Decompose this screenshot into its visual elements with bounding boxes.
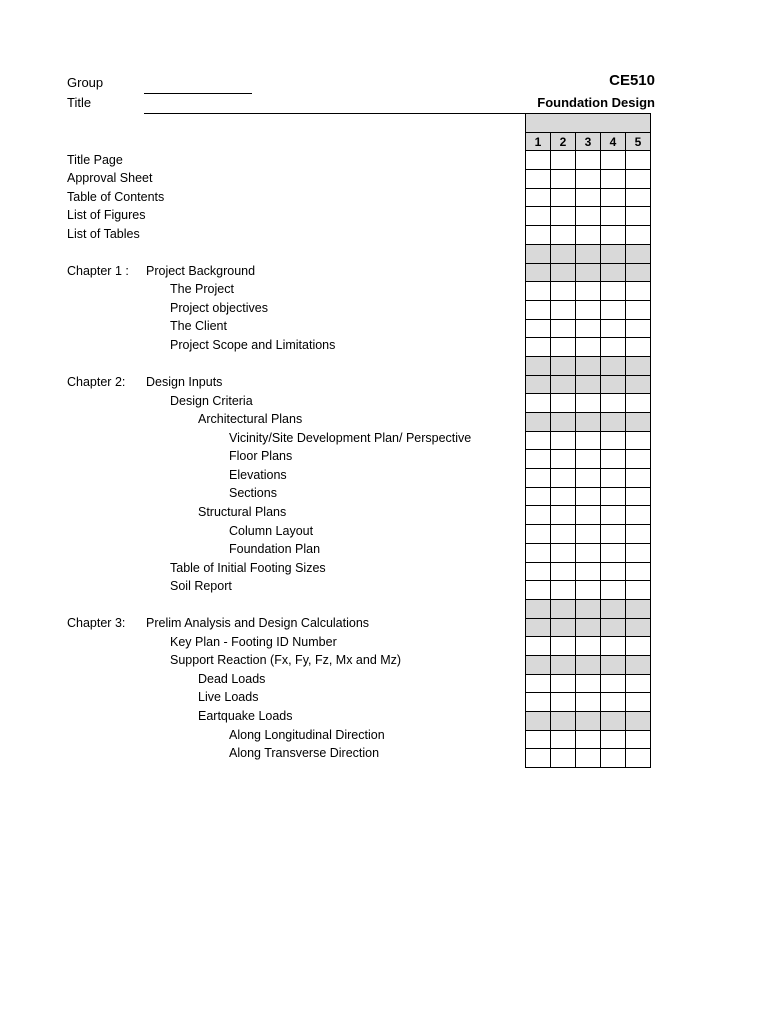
grid-check-cell[interactable]	[601, 562, 626, 581]
grid-check-cell[interactable]	[526, 356, 551, 375]
column-number: 2	[551, 132, 576, 151]
grid-check-cell[interactable]	[526, 487, 551, 506]
outline-item: The Project	[170, 282, 234, 297]
grid-check-cell[interactable]	[626, 207, 651, 226]
grid-check-cell[interactable]	[551, 338, 576, 357]
grid-check-cell[interactable]	[601, 300, 626, 319]
grid-check-cell[interactable]	[526, 712, 551, 731]
grid-check-cell[interactable]	[526, 431, 551, 450]
grid-check-cell[interactable]	[626, 674, 651, 693]
grid-check-cell[interactable]	[626, 263, 651, 282]
grid-check-cell[interactable]	[626, 562, 651, 581]
checklist-grid	[525, 113, 651, 768]
group-label: Group	[67, 75, 104, 90]
outline-item: Dead Loads	[198, 671, 266, 686]
grid-check-cell[interactable]	[626, 599, 651, 618]
grid-check-cell[interactable]	[526, 226, 551, 245]
grid-check-cell[interactable]	[526, 506, 551, 525]
grid-check-cell[interactable]	[601, 506, 626, 525]
grid-check-cell[interactable]	[601, 356, 626, 375]
grid-check-cell[interactable]	[626, 525, 651, 544]
grid-check-cell[interactable]	[601, 170, 626, 189]
grid-check-cell[interactable]	[526, 674, 551, 693]
grid-row	[526, 188, 651, 207]
grid-check-cell[interactable]	[551, 431, 576, 450]
grid-check-cell[interactable]	[601, 525, 626, 544]
grid-row	[526, 599, 651, 618]
grid-row	[526, 562, 651, 581]
grid-check-cell[interactable]	[626, 226, 651, 245]
grid-check-cell[interactable]	[576, 300, 601, 319]
grid-row	[526, 282, 651, 301]
chapter-title: Prelim Analysis and Design Calculations	[146, 616, 370, 631]
chapter-label: Chapter 3:	[67, 616, 126, 631]
outline-item: Key Plan - Footing ID Number	[170, 634, 337, 649]
grid-check-cell[interactable]	[626, 450, 651, 469]
grid-check-cell[interactable]	[601, 282, 626, 301]
grid-check-cell[interactable]	[626, 151, 651, 170]
grid-row	[526, 394, 651, 413]
grid-check-cell[interactable]	[551, 244, 576, 263]
grid-check-cell[interactable]	[551, 413, 576, 432]
outline-item: Eartquake Loads	[198, 709, 293, 723]
grid-check-cell[interactable]	[576, 637, 601, 656]
grid-check-cell[interactable]	[576, 170, 601, 189]
grid-check-cell[interactable]	[601, 730, 626, 749]
grid-check-cell[interactable]	[551, 188, 576, 207]
grid-check-cell[interactable]	[626, 170, 651, 189]
grid-check-cell[interactable]	[576, 487, 601, 506]
grid-check-cell[interactable]	[601, 674, 626, 693]
grid-check-cell[interactable]	[551, 487, 576, 506]
grid-check-cell[interactable]	[526, 170, 551, 189]
grid-row	[526, 637, 651, 656]
grid-row	[526, 356, 651, 375]
grid-row	[526, 674, 651, 693]
grid-check-cell[interactable]	[626, 749, 651, 768]
grid-check-cell[interactable]	[551, 730, 576, 749]
grid-row	[526, 170, 651, 189]
grid-row	[526, 151, 651, 170]
grid-check-cell[interactable]	[576, 693, 601, 712]
grid-check-cell[interactable]	[601, 338, 626, 357]
grid-header-band	[526, 114, 651, 133]
grid-row	[526, 506, 651, 525]
grid-check-cell[interactable]	[551, 226, 576, 245]
grid-check-cell[interactable]	[576, 618, 601, 637]
grid-row	[526, 375, 651, 394]
outline-item: Approval Sheet	[67, 171, 153, 186]
outline-item: Along Longitudinal Direction	[229, 727, 385, 742]
grid-check-cell[interactable]	[626, 487, 651, 506]
grid-column-header-row	[526, 132, 651, 151]
grid-check-cell[interactable]	[601, 226, 626, 245]
grid-row	[526, 581, 651, 600]
grid-check-cell[interactable]	[551, 637, 576, 656]
grid-check-cell[interactable]	[576, 413, 601, 432]
grid-check-cell[interactable]	[576, 581, 601, 600]
grid-check-cell[interactable]	[526, 244, 551, 263]
grid-check-cell[interactable]	[601, 749, 626, 768]
grid-check-cell[interactable]	[601, 413, 626, 432]
grid-check-cell[interactable]	[626, 375, 651, 394]
grid-check-cell[interactable]	[601, 469, 626, 488]
grid-check-cell[interactable]	[626, 338, 651, 357]
grid-check-cell[interactable]	[576, 730, 601, 749]
grid-check-cell[interactable]	[551, 712, 576, 731]
grid-check-cell[interactable]	[601, 207, 626, 226]
column-number: 3	[576, 132, 601, 151]
grid-row	[526, 749, 651, 768]
grid-check-cell[interactable]	[601, 637, 626, 656]
grid-check-cell[interactable]	[551, 655, 576, 674]
grid-check-cell[interactable]	[551, 356, 576, 375]
grid-check-cell[interactable]	[601, 712, 626, 731]
grid-check-cell[interactable]	[526, 730, 551, 749]
grid-check-cell[interactable]	[601, 693, 626, 712]
grid-check-cell[interactable]	[526, 599, 551, 618]
grid-row	[526, 244, 651, 263]
grid-check-cell[interactable]	[601, 581, 626, 600]
grid-check-cell[interactable]	[526, 749, 551, 768]
outline-item: The Client	[170, 319, 227, 334]
grid-check-cell[interactable]	[601, 319, 626, 338]
grid-check-cell[interactable]	[551, 394, 576, 413]
grid-row	[526, 618, 651, 637]
grid-row	[526, 319, 651, 338]
grid-check-cell[interactable]	[626, 712, 651, 731]
grid-check-cell[interactable]	[576, 226, 601, 245]
grid-row	[526, 431, 651, 450]
grid-check-cell[interactable]	[626, 469, 651, 488]
grid-check-cell[interactable]	[551, 543, 576, 562]
grid-check-cell[interactable]	[526, 338, 551, 357]
grid-check-cell[interactable]	[526, 375, 551, 394]
course-title: Foundation Design	[537, 95, 655, 110]
chapter-title: Design Inputs	[146, 375, 223, 390]
outline-item: Vicinity/Site Development Plan/ Perspective	[229, 430, 472, 445]
grid-check-cell[interactable]	[626, 581, 651, 600]
outline-item: Architectural Plans	[198, 412, 303, 427]
grid-check-cell[interactable]	[576, 506, 601, 525]
outline-item: Live Loads	[198, 690, 259, 705]
grid-check-cell[interactable]	[551, 450, 576, 469]
outline-item: Title Page	[67, 152, 123, 167]
grid-check-cell[interactable]	[526, 263, 551, 282]
outline-item: Support Reaction (Fx, Fy, Fz, Mx and Mz)	[170, 653, 402, 668]
grid-check-cell[interactable]	[526, 394, 551, 413]
grid-check-cell[interactable]	[601, 450, 626, 469]
grid-check-cell[interactable]	[526, 637, 551, 656]
grid-check-cell[interactable]	[576, 188, 601, 207]
group-blank-line	[144, 93, 252, 94]
grid-check-cell[interactable]	[626, 300, 651, 319]
grid-check-cell[interactable]	[576, 338, 601, 357]
grid-check-cell[interactable]	[576, 263, 601, 282]
grid-check-cell[interactable]	[626, 188, 651, 207]
grid-row	[526, 300, 651, 319]
grid-row	[526, 543, 651, 562]
grid-check-cell[interactable]	[626, 282, 651, 301]
grid-check-cell[interactable]	[526, 300, 551, 319]
grid-check-cell[interactable]	[576, 525, 601, 544]
grid-check-cell[interactable]	[626, 356, 651, 375]
outline-item: Elevations	[229, 467, 287, 482]
grid-check-cell[interactable]	[626, 730, 651, 749]
outline-item: Column Layout	[229, 523, 314, 538]
grid-check-cell[interactable]	[626, 543, 651, 562]
grid-check-cell[interactable]	[551, 170, 576, 189]
outline-item: Design Criteria	[170, 393, 253, 408]
grid-check-cell[interactable]	[526, 413, 551, 432]
outline-item: List of Tables	[67, 226, 140, 241]
grid-check-cell[interactable]	[626, 244, 651, 263]
grid-check-cell[interactable]	[601, 487, 626, 506]
grid-check-cell[interactable]	[576, 244, 601, 263]
outline-item: Sections	[229, 486, 277, 501]
grid-check-cell[interactable]	[601, 599, 626, 618]
chapter-title: Project Background	[146, 263, 256, 278]
grid-row	[526, 338, 651, 357]
grid-check-cell[interactable]	[626, 319, 651, 338]
outline-item: Project Scope and Limitations	[170, 338, 336, 352]
grid-check-cell[interactable]	[526, 319, 551, 338]
grid-check-cell[interactable]	[551, 151, 576, 170]
grid-check-cell[interactable]	[551, 282, 576, 301]
grid-row	[526, 226, 651, 245]
grid-check-cell[interactable]	[551, 469, 576, 488]
outline-item: Table of Contents	[67, 189, 165, 204]
grid-check-cell[interactable]	[576, 431, 601, 450]
grid-check-cell[interactable]	[576, 356, 601, 375]
grid-check-cell[interactable]	[576, 712, 601, 731]
grid-check-cell[interactable]	[576, 655, 601, 674]
grid-row	[526, 413, 651, 432]
grid-check-cell[interactable]	[626, 413, 651, 432]
grid-check-cell[interactable]	[551, 525, 576, 544]
column-number: 1	[526, 132, 551, 151]
grid-row	[526, 450, 651, 469]
title-blank-line	[144, 113, 526, 114]
grid-row	[526, 693, 651, 712]
grid-row	[526, 207, 651, 226]
grid-check-cell[interactable]	[626, 618, 651, 637]
grid-row	[526, 655, 651, 674]
grid-check-cell[interactable]	[551, 674, 576, 693]
grid-check-cell[interactable]	[601, 655, 626, 674]
grid-check-cell[interactable]	[526, 151, 551, 170]
grid-check-cell[interactable]	[626, 431, 651, 450]
grid-check-cell[interactable]	[526, 207, 551, 226]
grid-check-cell[interactable]	[526, 188, 551, 207]
grid-check-cell[interactable]	[551, 749, 576, 768]
outline-item: Table of Initial Footing Sizes	[170, 560, 326, 575]
grid-shaded-header-row	[526, 114, 651, 133]
grid-check-cell[interactable]	[576, 599, 601, 618]
chapter-label: Chapter 1 :	[67, 263, 129, 278]
grid-check-cell[interactable]	[551, 562, 576, 581]
grid-check-cell[interactable]	[601, 375, 626, 394]
grid-check-cell[interactable]	[601, 244, 626, 263]
grid-check-cell[interactable]	[551, 618, 576, 637]
grid-check-cell[interactable]	[551, 599, 576, 618]
outline-item: Foundation Plan	[229, 542, 321, 557]
outline-item: Floor Plans	[229, 449, 293, 464]
grid-check-cell[interactable]	[601, 543, 626, 562]
grid-check-cell[interactable]	[526, 543, 551, 562]
grid-check-cell[interactable]	[576, 450, 601, 469]
grid-check-cell[interactable]	[601, 263, 626, 282]
grid-check-cell[interactable]	[626, 506, 651, 525]
outline-item: List of Figures	[67, 208, 146, 223]
grid-check-cell[interactable]	[526, 562, 551, 581]
grid-check-cell[interactable]	[601, 151, 626, 170]
outline-item: Soil Report	[170, 579, 232, 594]
grid-check-cell[interactable]	[576, 375, 601, 394]
grid-check-cell[interactable]	[576, 319, 601, 338]
grid-row	[526, 469, 651, 488]
grid-check-cell[interactable]	[526, 693, 551, 712]
grid-check-cell[interactable]	[576, 749, 601, 768]
grid-check-cell[interactable]	[576, 469, 601, 488]
grid-check-cell[interactable]	[551, 207, 576, 226]
course-code: CE510	[609, 72, 655, 89]
grid-check-cell[interactable]	[551, 375, 576, 394]
grid-check-cell[interactable]	[576, 151, 601, 170]
grid-check-cell[interactable]	[626, 394, 651, 413]
grid-check-cell[interactable]	[551, 263, 576, 282]
grid-check-cell[interactable]	[601, 618, 626, 637]
grid-check-cell[interactable]	[576, 674, 601, 693]
grid-check-cell[interactable]	[576, 207, 601, 226]
grid-check-cell[interactable]	[626, 655, 651, 674]
column-number: 4	[601, 132, 626, 151]
grid-check-cell[interactable]	[551, 693, 576, 712]
column-number: 5	[626, 132, 651, 151]
grid-check-cell[interactable]	[626, 637, 651, 656]
grid-check-cell[interactable]	[526, 525, 551, 544]
grid-check-cell[interactable]	[526, 469, 551, 488]
grid-check-cell[interactable]	[601, 431, 626, 450]
grid-check-cell[interactable]	[526, 282, 551, 301]
grid-row	[526, 712, 651, 731]
grid-row	[526, 487, 651, 506]
grid-check-cell[interactable]	[551, 319, 576, 338]
grid-check-cell[interactable]	[576, 562, 601, 581]
outline-item: Project objectives	[170, 300, 268, 315]
grid-check-cell[interactable]	[576, 282, 601, 301]
grid-check-cell[interactable]	[601, 188, 626, 207]
grid-check-cell[interactable]	[551, 506, 576, 525]
grid-check-cell[interactable]	[576, 543, 601, 562]
grid-row	[526, 525, 651, 544]
grid-check-cell[interactable]	[526, 655, 551, 674]
outline-item: Along Transverse Direction	[229, 746, 380, 761]
grid-check-cell[interactable]	[551, 581, 576, 600]
grid-row	[526, 730, 651, 749]
grid-check-cell[interactable]	[526, 450, 551, 469]
grid-check-cell[interactable]	[626, 693, 651, 712]
grid-check-cell[interactable]	[526, 618, 551, 637]
title-label: Title	[67, 95, 92, 110]
grid-check-cell[interactable]	[526, 581, 551, 600]
grid-check-cell[interactable]	[576, 394, 601, 413]
grid-row	[526, 263, 651, 282]
grid-check-cell[interactable]	[551, 300, 576, 319]
chapter-label: Chapter 2:	[67, 375, 126, 390]
outline-item: Structural Plans	[198, 504, 287, 519]
grid-check-cell[interactable]	[601, 394, 626, 413]
